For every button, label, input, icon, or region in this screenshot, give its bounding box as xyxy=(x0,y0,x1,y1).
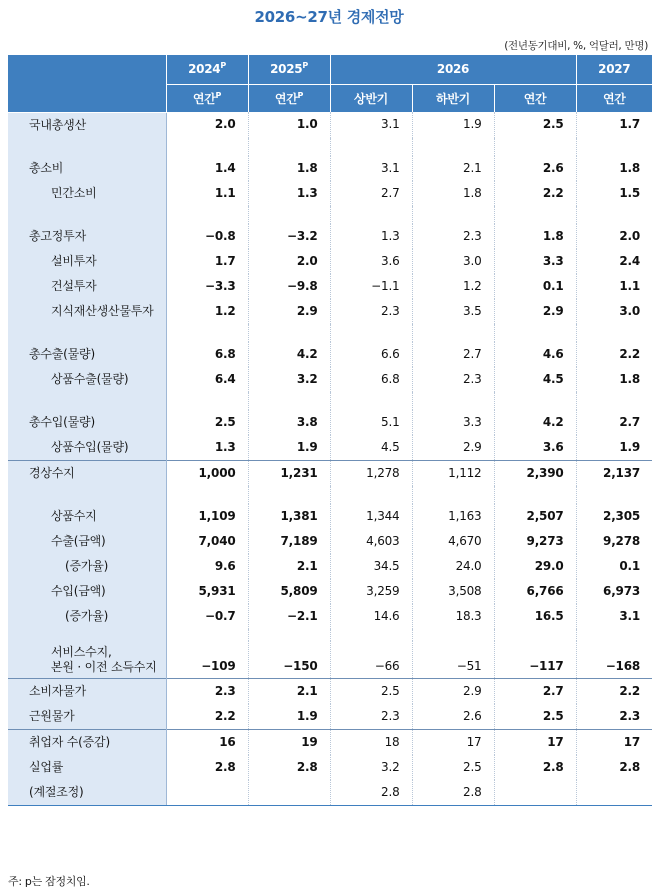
value-cell: 2.5 xyxy=(330,679,412,705)
value-cell: 2.7 xyxy=(576,410,652,435)
value-cell: −0.8 xyxy=(204,228,236,243)
row-spacer-cell xyxy=(576,486,652,504)
value-cell: 2.2 xyxy=(494,181,576,206)
value-cell: −3.2 xyxy=(248,224,330,249)
row-spacer-cell xyxy=(330,486,412,504)
table-row xyxy=(8,181,652,206)
row-spacer-cell xyxy=(494,324,576,342)
row-spacer-cell xyxy=(576,138,652,156)
row-spacer-cell xyxy=(166,629,248,641)
value-cell: 18.3 xyxy=(412,604,494,629)
row-label: 총수출(물량) xyxy=(8,342,166,367)
value-cell: 1.3 xyxy=(248,181,330,206)
value-cell: −0.7 xyxy=(204,608,236,623)
value-cell: 2.3 xyxy=(330,704,412,730)
table-row xyxy=(8,529,652,554)
value-cell xyxy=(166,780,248,806)
value-cell: 4,670 xyxy=(412,529,494,554)
table-row xyxy=(8,156,652,181)
value-cell: 2.1 xyxy=(248,679,330,705)
value-cell: 4.2 xyxy=(248,342,330,367)
row-spacer-cell xyxy=(248,392,330,410)
row-label: 실업률 xyxy=(8,755,166,780)
value-cell: 3.2 xyxy=(330,755,412,780)
value-cell: 2.0 xyxy=(248,249,330,274)
value-cell: 4.5 xyxy=(330,435,412,461)
value-cell: 2.8 xyxy=(330,780,412,806)
value-cell: 1,344 xyxy=(330,504,412,529)
value-cell: 3.6 xyxy=(494,435,576,461)
value-cell: 1.9 xyxy=(248,435,330,461)
value-cell: 4.5 xyxy=(494,367,576,392)
value-cell: 5,931 xyxy=(198,583,236,598)
forecast-table xyxy=(8,55,652,806)
value-cell: 1.8 xyxy=(412,181,494,206)
table-row xyxy=(8,249,652,274)
value-cell: 6.4 xyxy=(214,371,236,386)
row-spacer-cell xyxy=(412,392,494,410)
value-cell: 1.3 xyxy=(330,224,412,249)
table-row xyxy=(8,299,652,324)
value-cell: −109 xyxy=(201,659,236,673)
table-row xyxy=(8,755,652,780)
row-label xyxy=(8,641,166,679)
row-spacer-cell xyxy=(330,138,412,156)
row-spacer-cell xyxy=(166,486,248,504)
table-row xyxy=(8,604,652,629)
header-period: 하반기 xyxy=(412,84,494,112)
value-cell: 2.2 xyxy=(576,342,652,367)
value-cell: 2,390 xyxy=(494,460,576,486)
value-cell: 2.8 xyxy=(412,780,494,806)
row-label: 상품수지 xyxy=(8,504,166,529)
value-cell: 4.2 xyxy=(494,410,576,435)
value-cell: 1,278 xyxy=(330,460,412,486)
value-cell: 2.3 xyxy=(330,299,412,324)
table-row xyxy=(8,641,652,679)
table-row xyxy=(8,780,652,806)
value-cell: 2.9 xyxy=(412,435,494,461)
value-cell: 1.2 xyxy=(412,274,494,299)
row-spacer-cell xyxy=(412,324,494,342)
row-spacer-cell xyxy=(248,206,330,224)
row-spacer-cell xyxy=(576,629,652,641)
value-cell: 1,231 xyxy=(248,460,330,486)
value-cell: 6.8 xyxy=(330,367,412,392)
row-label: 상품수출(물량) xyxy=(8,367,166,392)
value-cell xyxy=(576,780,652,806)
value-cell: 9.6 xyxy=(214,558,236,573)
row-spacer-cell xyxy=(248,138,330,156)
value-cell: 2.5 xyxy=(494,112,576,138)
value-cell: 2.7 xyxy=(494,679,576,705)
header-year-2027: 2027 xyxy=(576,55,652,84)
table-row xyxy=(8,224,652,249)
value-cell: 4,603 xyxy=(330,529,412,554)
table-row xyxy=(8,274,652,299)
row-spacer-cell xyxy=(166,392,248,410)
value-cell: 1,112 xyxy=(412,460,494,486)
value-cell: 1.4 xyxy=(214,160,236,175)
value-cell: 1.7 xyxy=(576,112,652,138)
row-spacer-cell xyxy=(494,629,576,641)
value-cell: 1.5 xyxy=(576,181,652,206)
value-cell: 9,273 xyxy=(494,529,576,554)
value-cell: 3.1 xyxy=(576,604,652,629)
value-cell: 3.0 xyxy=(412,249,494,274)
table-row xyxy=(8,504,652,529)
value-cell: 1.8 xyxy=(494,224,576,249)
value-cell: 1.1 xyxy=(576,274,652,299)
row-spacer-cell xyxy=(330,324,412,342)
value-cell: 2.3 xyxy=(166,679,248,705)
row-label: 설비투자 xyxy=(8,249,166,274)
row-label: 건설투자 xyxy=(8,274,166,299)
value-cell: 16 xyxy=(166,730,248,756)
value-cell: 2.5 xyxy=(412,755,494,780)
value-cell: 2.7 xyxy=(412,342,494,367)
value-cell: 1,109 xyxy=(198,508,236,523)
value-cell: 3.3 xyxy=(412,410,494,435)
row-spacer xyxy=(8,486,166,504)
row-spacer-cell xyxy=(330,392,412,410)
value-cell: 2.7 xyxy=(330,181,412,206)
table-row xyxy=(8,112,652,138)
value-cell: 2.6 xyxy=(494,156,576,181)
value-cell: 1.9 xyxy=(412,112,494,138)
row-label: 경상수지 xyxy=(8,460,166,486)
row-label-line: 본원 · 이전 소득수지 xyxy=(51,660,157,675)
row-label: 취업자 수(증감) xyxy=(8,730,166,756)
header-period: 연간 xyxy=(576,84,652,112)
value-cell: 1.8 xyxy=(576,367,652,392)
value-cell: 2.8 xyxy=(494,755,576,780)
value-cell: 1.2 xyxy=(214,303,236,318)
value-cell: 2.3 xyxy=(412,367,494,392)
row-spacer-cell xyxy=(576,324,652,342)
header-period: 연간$^P$ xyxy=(166,84,248,112)
row-label: 총수입(물량) xyxy=(8,410,166,435)
header-period: 상반기 xyxy=(330,84,412,112)
row-spacer-cell xyxy=(330,629,412,641)
value-cell: 2.8 xyxy=(576,755,652,780)
value-cell: −2.1 xyxy=(248,604,330,629)
row-label: (증가율) xyxy=(8,554,166,579)
value-cell: −1.1 xyxy=(330,274,412,299)
row-spacer-cell xyxy=(494,206,576,224)
value-cell: 17 xyxy=(576,730,652,756)
value-cell: 17 xyxy=(412,730,494,756)
row-spacer-cell xyxy=(166,138,248,156)
value-cell: 2.5 xyxy=(214,414,236,429)
value-cell: 9,278 xyxy=(576,529,652,554)
table-row xyxy=(8,435,652,461)
value-cell: −3.3 xyxy=(204,278,236,293)
value-cell: 2,507 xyxy=(494,504,576,529)
value-cell: 6,973 xyxy=(576,579,652,604)
row-spacer xyxy=(8,324,166,342)
row-spacer-cell xyxy=(494,392,576,410)
value-cell: −66 xyxy=(330,641,412,679)
row-spacer xyxy=(8,629,166,641)
table-row xyxy=(8,554,652,579)
value-cell: 6.6 xyxy=(330,342,412,367)
value-cell: 2.9 xyxy=(412,679,494,705)
row-label: (증가율) xyxy=(8,604,166,629)
row-label: 근원물가 xyxy=(8,704,166,730)
row-spacer-cell xyxy=(248,486,330,504)
value-cell: 1.3 xyxy=(214,439,236,454)
row-spacer-cell xyxy=(248,629,330,641)
value-cell: 18 xyxy=(330,730,412,756)
value-cell: 24.0 xyxy=(412,554,494,579)
value-cell: 2.5 xyxy=(494,704,576,730)
row-label: 지식재산생산물투자 xyxy=(8,299,166,324)
value-cell: 2.9 xyxy=(248,299,330,324)
value-cell: 17 xyxy=(494,730,576,756)
value-cell: −117 xyxy=(494,641,576,679)
value-cell: 4.6 xyxy=(494,342,576,367)
value-cell: 2.6 xyxy=(412,704,494,730)
value-cell: 7,189 xyxy=(248,529,330,554)
value-cell: 2.2 xyxy=(576,679,652,705)
value-cell: 1,163 xyxy=(412,504,494,529)
table-row xyxy=(8,679,652,705)
row-spacer-cell xyxy=(412,206,494,224)
value-cell: 3.8 xyxy=(248,410,330,435)
row-spacer-cell xyxy=(494,138,576,156)
value-cell: 6,766 xyxy=(494,579,576,604)
value-cell: 2.1 xyxy=(248,554,330,579)
row-label: 소비자물가 xyxy=(8,679,166,705)
row-label: (계절조정) xyxy=(8,780,166,806)
row-spacer-cell xyxy=(412,629,494,641)
row-label: 총소비 xyxy=(8,156,166,181)
row-spacer-cell xyxy=(330,206,412,224)
table-row xyxy=(8,367,652,392)
table-row xyxy=(8,579,652,604)
value-cell: 2.1 xyxy=(412,156,494,181)
table-row xyxy=(8,342,652,367)
value-cell: 2.3 xyxy=(412,224,494,249)
value-cell: 2,305 xyxy=(576,504,652,529)
value-cell: 14.6 xyxy=(330,604,412,629)
value-cell: 2.4 xyxy=(576,249,652,274)
value-cell: 1.8 xyxy=(576,156,652,181)
row-spacer-cell xyxy=(412,486,494,504)
value-cell: −168 xyxy=(576,641,652,679)
value-cell: 3.1 xyxy=(330,112,412,138)
value-cell: 0.1 xyxy=(494,274,576,299)
value-cell: 2.3 xyxy=(576,704,652,730)
table-row xyxy=(8,704,652,730)
value-cell: 34.5 xyxy=(330,554,412,579)
value-cell: −9.8 xyxy=(248,274,330,299)
row-spacer-cell xyxy=(494,486,576,504)
row-label: 민간소비 xyxy=(8,181,166,206)
value-cell: 1.9 xyxy=(576,435,652,461)
value-cell: 2.9 xyxy=(494,299,576,324)
value-cell: 2.8 xyxy=(248,755,330,780)
value-cell: 1,000 xyxy=(166,460,248,486)
header-period: 연간 xyxy=(494,84,576,112)
footnote: 주: p는 잠정치임. xyxy=(8,875,90,888)
value-cell: 2.0 xyxy=(576,224,652,249)
row-label: 상품수입(물량) xyxy=(8,435,166,461)
value-cell: 7,040 xyxy=(198,533,236,548)
unit-note: (전년동기대비, %, 억달러, 만명) xyxy=(504,40,648,52)
value-cell: 3,259 xyxy=(330,579,412,604)
header-period: 연간$^P$ xyxy=(248,84,330,112)
value-cell: 3.0 xyxy=(576,299,652,324)
value-cell: 1,381 xyxy=(248,504,330,529)
page-title: 2026~27년 경제전망 xyxy=(254,8,404,26)
table-row xyxy=(8,730,652,756)
value-cell: 29.0 xyxy=(494,554,576,579)
row-label-line: 서비스수지, xyxy=(51,645,112,660)
row-spacer-cell xyxy=(412,138,494,156)
row-spacer-cell xyxy=(248,324,330,342)
value-cell: 3,508 xyxy=(412,579,494,604)
row-spacer-cell xyxy=(166,206,248,224)
value-cell: 1.1 xyxy=(214,185,236,200)
row-label: 국내총생산 xyxy=(8,112,166,138)
value-cell: 2.8 xyxy=(214,760,236,774)
value-cell: 2,137 xyxy=(576,460,652,486)
value-cell: 0.1 xyxy=(576,554,652,579)
value-cell: −51 xyxy=(412,641,494,679)
value-cell: 6.8 xyxy=(214,346,236,361)
value-cell: 1.7 xyxy=(214,253,236,268)
value-cell: 3.5 xyxy=(412,299,494,324)
value-cell: 1.8 xyxy=(248,156,330,181)
value-cell: 3.1 xyxy=(330,156,412,181)
row-spacer xyxy=(8,206,166,224)
header-corner xyxy=(8,55,166,112)
value-cell: 1.0 xyxy=(248,112,330,138)
row-label: 수입(금액) xyxy=(8,579,166,604)
value-cell: −150 xyxy=(248,641,330,679)
value-cell: 5,809 xyxy=(248,579,330,604)
value-cell: 16.5 xyxy=(494,604,576,629)
value-cell xyxy=(494,780,576,806)
row-spacer xyxy=(8,138,166,156)
value-cell: 2.2 xyxy=(214,709,236,723)
header-year-2025: $2025^P$ xyxy=(248,55,330,84)
value-cell: 2.0 xyxy=(214,117,236,132)
row-spacer-cell xyxy=(166,324,248,342)
row-spacer-cell xyxy=(576,392,652,410)
value-cell: 3.3 xyxy=(494,249,576,274)
value-cell: 3.6 xyxy=(330,249,412,274)
table-row xyxy=(8,460,652,486)
value-cell: 5.1 xyxy=(330,410,412,435)
value-cell: 3.2 xyxy=(248,367,330,392)
table-row xyxy=(8,410,652,435)
row-label: 수출(금액) xyxy=(8,529,166,554)
header-year-2024: $2024^P$ xyxy=(166,55,248,84)
row-spacer-cell xyxy=(576,206,652,224)
row-spacer xyxy=(8,392,166,410)
value-cell: 1.9 xyxy=(248,704,330,730)
value-cell: 19 xyxy=(248,730,330,756)
row-label: 총고정투자 xyxy=(8,224,166,249)
header-year-2026: 2026 xyxy=(330,55,576,84)
value-cell xyxy=(248,780,330,806)
